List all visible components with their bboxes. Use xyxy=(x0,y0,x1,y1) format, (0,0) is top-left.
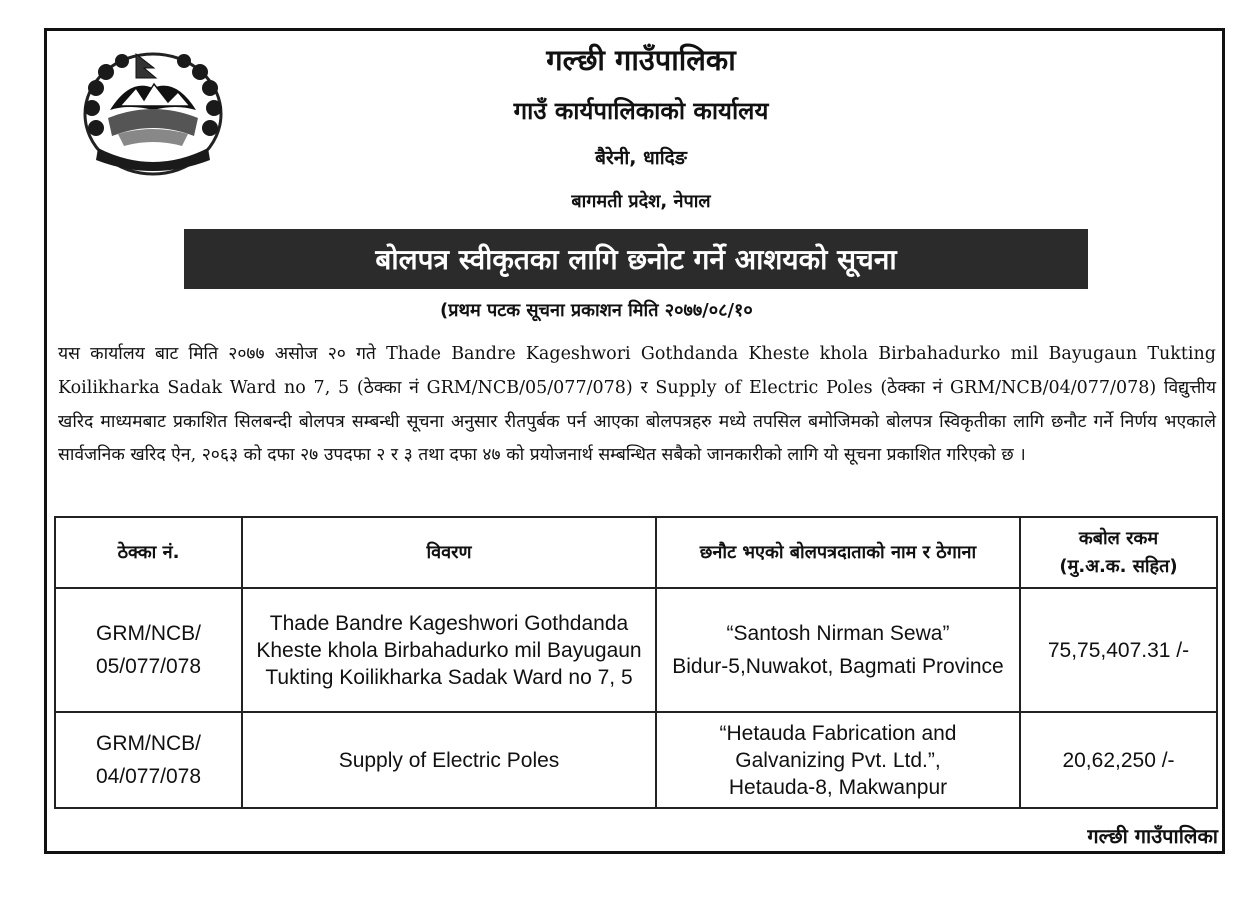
description-cell: Supply of Electric Poles xyxy=(242,712,656,808)
col-header-contract-no: ठेक्का नं. xyxy=(55,517,242,588)
contract-no-part1: GRM/NCB/ xyxy=(96,732,201,755)
amount-cell: 75,75,407.31 /- xyxy=(1020,588,1217,712)
bidder-address: Bidur-5,Nuwakot, Bagmati Province xyxy=(672,655,1004,678)
bidder-name: “Santosh Nirman Sewa” xyxy=(726,622,950,645)
amount-cell: 20,62,250 /- xyxy=(1020,712,1217,808)
municipality-title: गल्छी गाउँपालिका xyxy=(546,43,736,77)
office-address: बैरेनी, धादिङ xyxy=(595,147,687,169)
contract-no-cell xyxy=(55,588,242,712)
contract-no-cell xyxy=(55,712,242,808)
bidder-cell xyxy=(656,588,1020,712)
table-header-row xyxy=(55,517,1217,588)
bidder-address: Hetauda-8, Makwanpur xyxy=(728,775,948,799)
col-header-description: विवरण xyxy=(242,517,656,588)
contract-no-part2: 04/077/078 xyxy=(95,765,202,788)
notice-body-text: यस कार्यालय बाट मिति २०७७ असोज २० गते Thade Bandre Kageshwori Gothdanda Kheste khola Birbahadurko mil Bayugaun Tukting Koilikharka Sadak Ward no 7, 5 (ठेक्का नं GRM/NCB/05/077/078) र Supply of Electric Poles (ठेक्का नं GRM/NCB/04/077/078) विद्युत्तीय खरिद माध्यमबाट प्रकाशित सिलबन्दी बोलपत्र सम्बन्धी सूचना अनुसार रीतपुर्बक पर्न आएका बोलपत्रहरु मध्ये तपसिल बमोजिमको बोलपत्र स्विकृतीका लागि छनौट गर्ने निर्णय भएकाले सार्वजनिक खरिद ऐन, २०६३ को दफा २७ उपदफा २ र ३ तथा दफा ४७ को प्रयोजनार्थ सम्बन्धित सबैको जानकारीको लागि यो सूचना प्रकाशित गरिएको छ । xyxy=(58,344,1216,466)
col-header-amount-line1: कबोल रकम xyxy=(1078,527,1159,549)
footer-signature: गल्छी गाउँपालिका xyxy=(1087,824,1218,848)
col-header-amount xyxy=(1020,517,1217,588)
office-title: गाउँ कार्यपालिकाको कार्यालय xyxy=(513,97,769,125)
col-header-bidder: छनौट भएको बोलपत्रदाताको नाम र ठेगाना xyxy=(656,517,1020,588)
notice-body xyxy=(58,338,1216,473)
description-cell: Thade Bandre Kageshwori Gothdanda Kheste khola Birbahadurko mil Bayugaun Tukting Koilikharka Sadak Ward no 7, 5 xyxy=(242,588,656,712)
contract-no-part1: GRM/NCB/ xyxy=(96,622,201,645)
award-table xyxy=(54,516,1218,809)
table-row xyxy=(55,588,1217,712)
bidder-name: “Hetauda Fabrication and Galvanizing Pvt. Ltd.”, xyxy=(719,721,957,772)
bidder-cell xyxy=(656,712,1020,808)
notice-heading-banner xyxy=(184,229,1088,289)
contract-no-part2: 05/077/078 xyxy=(95,655,202,678)
col-header-amount-line2: (मु.अ.क. सहित) xyxy=(1059,555,1178,577)
notice-heading: बोलपत्र स्वीकृतका लागि छनोट गर्ने आशयको सूचना xyxy=(375,243,897,276)
publication-date-line: (प्रथम पटक सूचना प्रकाशन मिति २०७७/०८/१० xyxy=(440,300,753,321)
province-line: बागमती प्रदेश, नेपाल xyxy=(571,191,711,212)
table-row xyxy=(55,712,1217,808)
